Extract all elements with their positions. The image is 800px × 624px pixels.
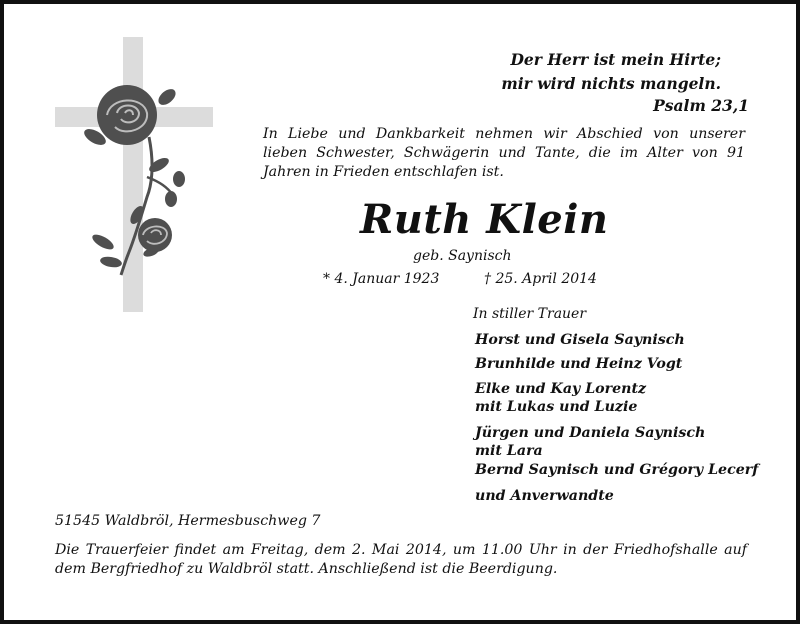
mourner-name: mit Lukas und Luzie [475,399,638,415]
mourner-name: Jürgen und Daniela Saynisch [475,425,706,441]
death-date: † 25. April 2014 [484,271,597,287]
mourner-name: Horst und Gisela Saynisch [475,332,685,348]
mourner-name: Brunhilde und Heinz Vogt [475,356,683,372]
intro-text: In Liebe und Dankbarkeit nehmen wir Abschied von unserer lieben Schwester, Schwägerin und Tante, die im Alter von 91 Jahren in Frieden entschlafen ist. [263,126,745,180]
birth-name: geb. Saynisch [413,248,512,264]
mourner-name: Elke und Kay Lorentz [475,381,647,397]
verse-reference: Psalm 23,1 [653,96,749,115]
deceased-name: Ruth Klein [360,196,609,243]
mourner-name: und Anverwandte [475,488,614,504]
funeral-info: Die Trauerfeier findet am Freitag, dem 2. Mai 2014, um 11.00 Uhr in der Friedhofshalle auf dem Bergfriedhof zu Waldbröl statt. Anschließend ist die Beerdigung. [55,542,747,577]
verse-line-2: mir wird nichts mangeln. [501,74,721,93]
verse-line-1: Der Herr ist mein Hirte; [510,50,721,69]
mourning-heading: In stiller Trauer [473,306,587,322]
mourner-name: Bernd Saynisch und Grégory Lecerf [475,462,759,478]
cross-with-roses-icon [55,37,213,312]
birth-date: * 4. Januar 1923 [323,271,440,287]
address: 51545 Waldbröl, Hermesbuschweg 7 [55,513,321,529]
mourner-name: mit Lara [475,443,543,459]
